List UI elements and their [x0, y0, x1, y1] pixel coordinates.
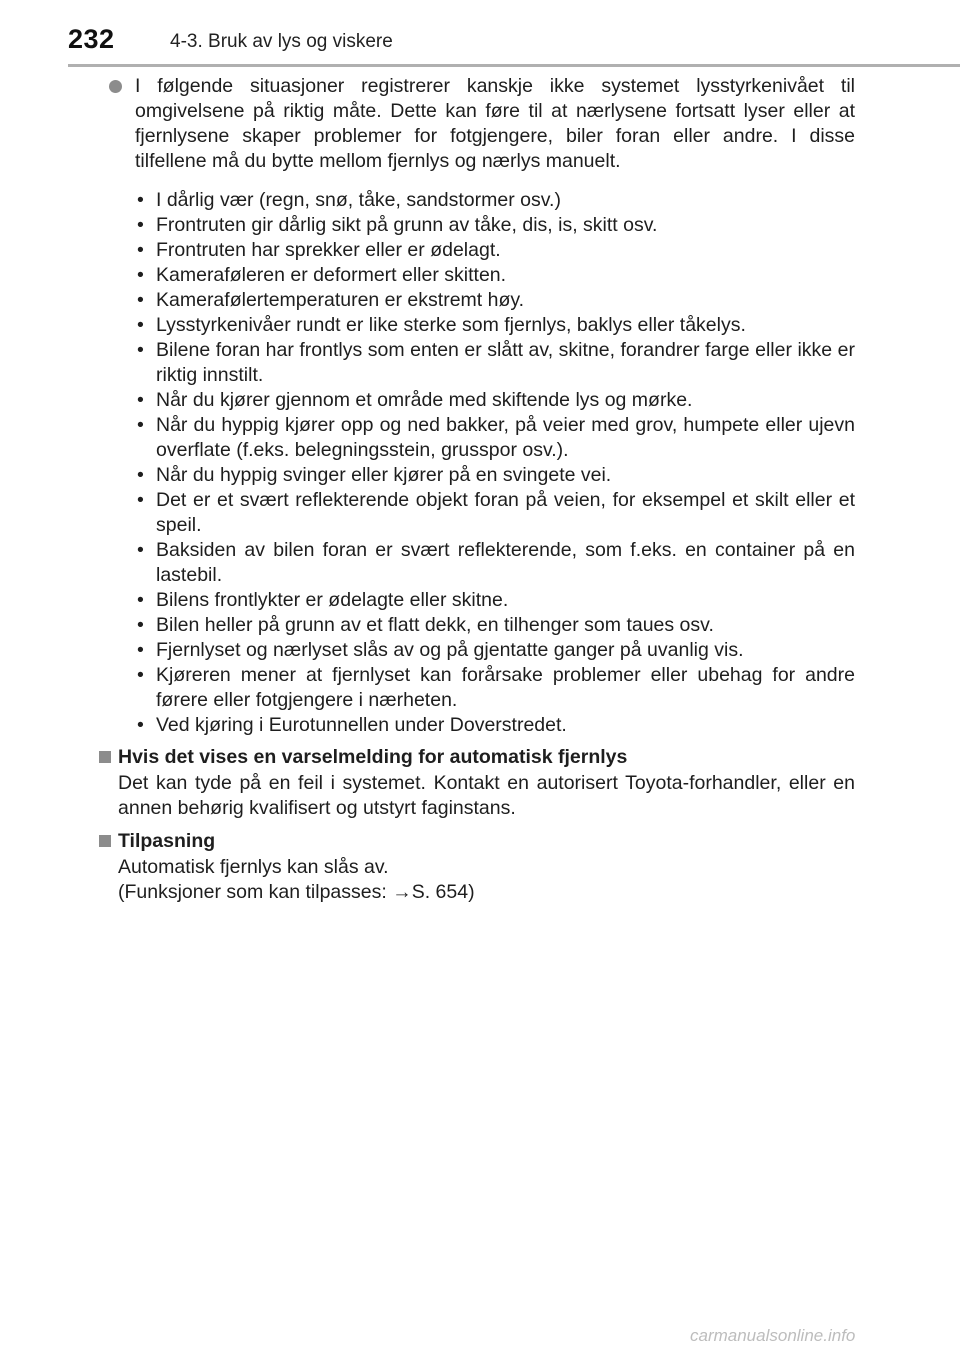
dot-bullet-icon: •	[137, 314, 144, 336]
customization-heading: Tilpasning	[118, 830, 216, 852]
list-item-text: Når du hyppig svinger eller kjører på en svingete vei.	[156, 464, 612, 486]
page-number: 232	[68, 24, 115, 54]
dot-bullet-icon: •	[137, 614, 144, 636]
list-item-text: Når du kjører gjennom et område med skiftende lys og mørke.	[156, 389, 693, 411]
list-item	[137, 238, 855, 263]
list-item-text: Lysstyrkenivåer rundt er like sterke som fjernlys, baklys eller tåkelys.	[156, 314, 746, 336]
warning-message-section	[118, 745, 855, 821]
list-item	[137, 488, 855, 538]
list-item-text: Kamerafølertemperaturen er ekstremt høy.	[156, 289, 525, 311]
list-item	[137, 188, 855, 213]
list-item	[137, 313, 855, 338]
dot-bullet-icon: •	[137, 214, 144, 236]
list-item	[137, 538, 855, 588]
circle-bullet-icon	[109, 80, 122, 93]
dot-bullet-icon: •	[137, 589, 144, 611]
list-item-text: Bilen heller på grunn av et flatt dekk, en tilhenger som taues osv.	[156, 614, 714, 636]
dot-bullet-icon: •	[137, 489, 144, 511]
customization-section	[118, 829, 855, 905]
list-item	[137, 638, 855, 663]
situation-list	[0, 188, 960, 738]
intro-text: I følgende situasjoner registrerer kanskje ikke systemet lysstyrkenivået til omgivelsene på riktig måte. Dette kan føre til at nærlysene fortsatt lyser eller at fjernlysene skaper problemer for fotgjengere, biler foran eller andre. I disse tilfellene må du bytte mellom fjernlys og nærlys manuelt.	[135, 75, 855, 172]
list-item	[137, 463, 855, 488]
dot-bullet-icon: •	[137, 714, 144, 736]
list-item-text: Når du hyppig kjører opp og ned bakker, på veier med grov, humpete eller ujevn overflate (f.eks. belegningsstein, grusspor osv.).	[156, 414, 855, 461]
list-item	[137, 613, 855, 638]
dot-bullet-icon: •	[137, 639, 144, 661]
list-item	[137, 713, 855, 738]
dot-bullet-icon: •	[137, 664, 144, 686]
list-item	[137, 263, 855, 288]
dot-bullet-icon: •	[137, 339, 144, 361]
list-item	[137, 288, 855, 313]
dot-bullet-icon: •	[137, 539, 144, 561]
dot-bullet-icon: •	[137, 464, 144, 486]
list-item-text: Det er et svært reflekterende objekt foran på veien, for eksempel et skilt eller et speil.	[156, 489, 855, 536]
page-header	[0, 0, 960, 66]
list-item-text: Frontruten gir dårlig sikt på grunn av tåke, dis, is, skitt osv.	[156, 214, 658, 236]
list-item-text: Ved kjøring i Eurotunnellen under Doverstredet.	[156, 714, 567, 736]
list-item-text: Baksiden av bilen foran er svært reflekterende, som f.eks. en container på en lastebil.	[156, 539, 855, 586]
dot-bullet-icon: •	[137, 389, 144, 411]
square-bullet-icon	[99, 835, 111, 847]
list-item-text: Bilene foran har frontlys som enten er slått av, skitne, forandrer farge eller ikke er riktig innstilt.	[156, 339, 855, 386]
list-item-text: Frontruten har sprekker eller er ødelagt.	[156, 239, 501, 261]
customization-reference: (Funksjoner som kan tilpasses: →S. 654)	[118, 881, 475, 903]
list-item-text: Bilens frontlykter er ødelagte eller skitne.	[156, 589, 509, 611]
list-item	[137, 388, 855, 413]
page-content	[0, 74, 960, 905]
square-bullet-icon	[99, 751, 111, 763]
dot-bullet-icon: •	[137, 189, 144, 211]
dot-bullet-icon: •	[137, 289, 144, 311]
section-title: 4-3. Bruk av lys og viskere	[170, 31, 393, 52]
customization-line: Automatisk fjernlys kan slås av.	[118, 856, 389, 878]
list-item	[137, 413, 855, 463]
intro-paragraph	[135, 74, 855, 174]
dot-bullet-icon: •	[137, 264, 144, 286]
list-item	[137, 213, 855, 238]
customization-body	[118, 855, 855, 905]
list-item-text: Kameraføleren er deformert eller skitten.	[156, 264, 507, 286]
list-item-text: Kjøreren mener at fjernlyset kan forårsake problemer eller ubehag for andre førere eller fotgjengere i nærheten.	[156, 664, 855, 711]
list-item	[137, 588, 855, 613]
list-item-text: Fjernlyset og nærlyset slås av og på gjentatte ganger på uvanlig vis.	[156, 639, 744, 661]
warning-body: Det kan tyde på en feil i systemet. Kontakt en autorisert Toyota-forhandler, eller en annen behørig kvalifisert og utstyrt faginstans.	[118, 772, 855, 819]
list-item	[137, 663, 855, 713]
list-item	[137, 338, 855, 388]
list-item-text: I dårlig vær (regn, snø, tåke, sandstormer osv.)	[156, 189, 561, 211]
header-divider	[68, 64, 960, 67]
dot-bullet-icon: •	[137, 239, 144, 261]
dot-bullet-icon: •	[137, 414, 144, 436]
warning-heading: Hvis det vises en varselmelding for automatisk fjernlys	[118, 746, 628, 768]
watermark: carmanualsonline.info	[690, 1326, 856, 1345]
